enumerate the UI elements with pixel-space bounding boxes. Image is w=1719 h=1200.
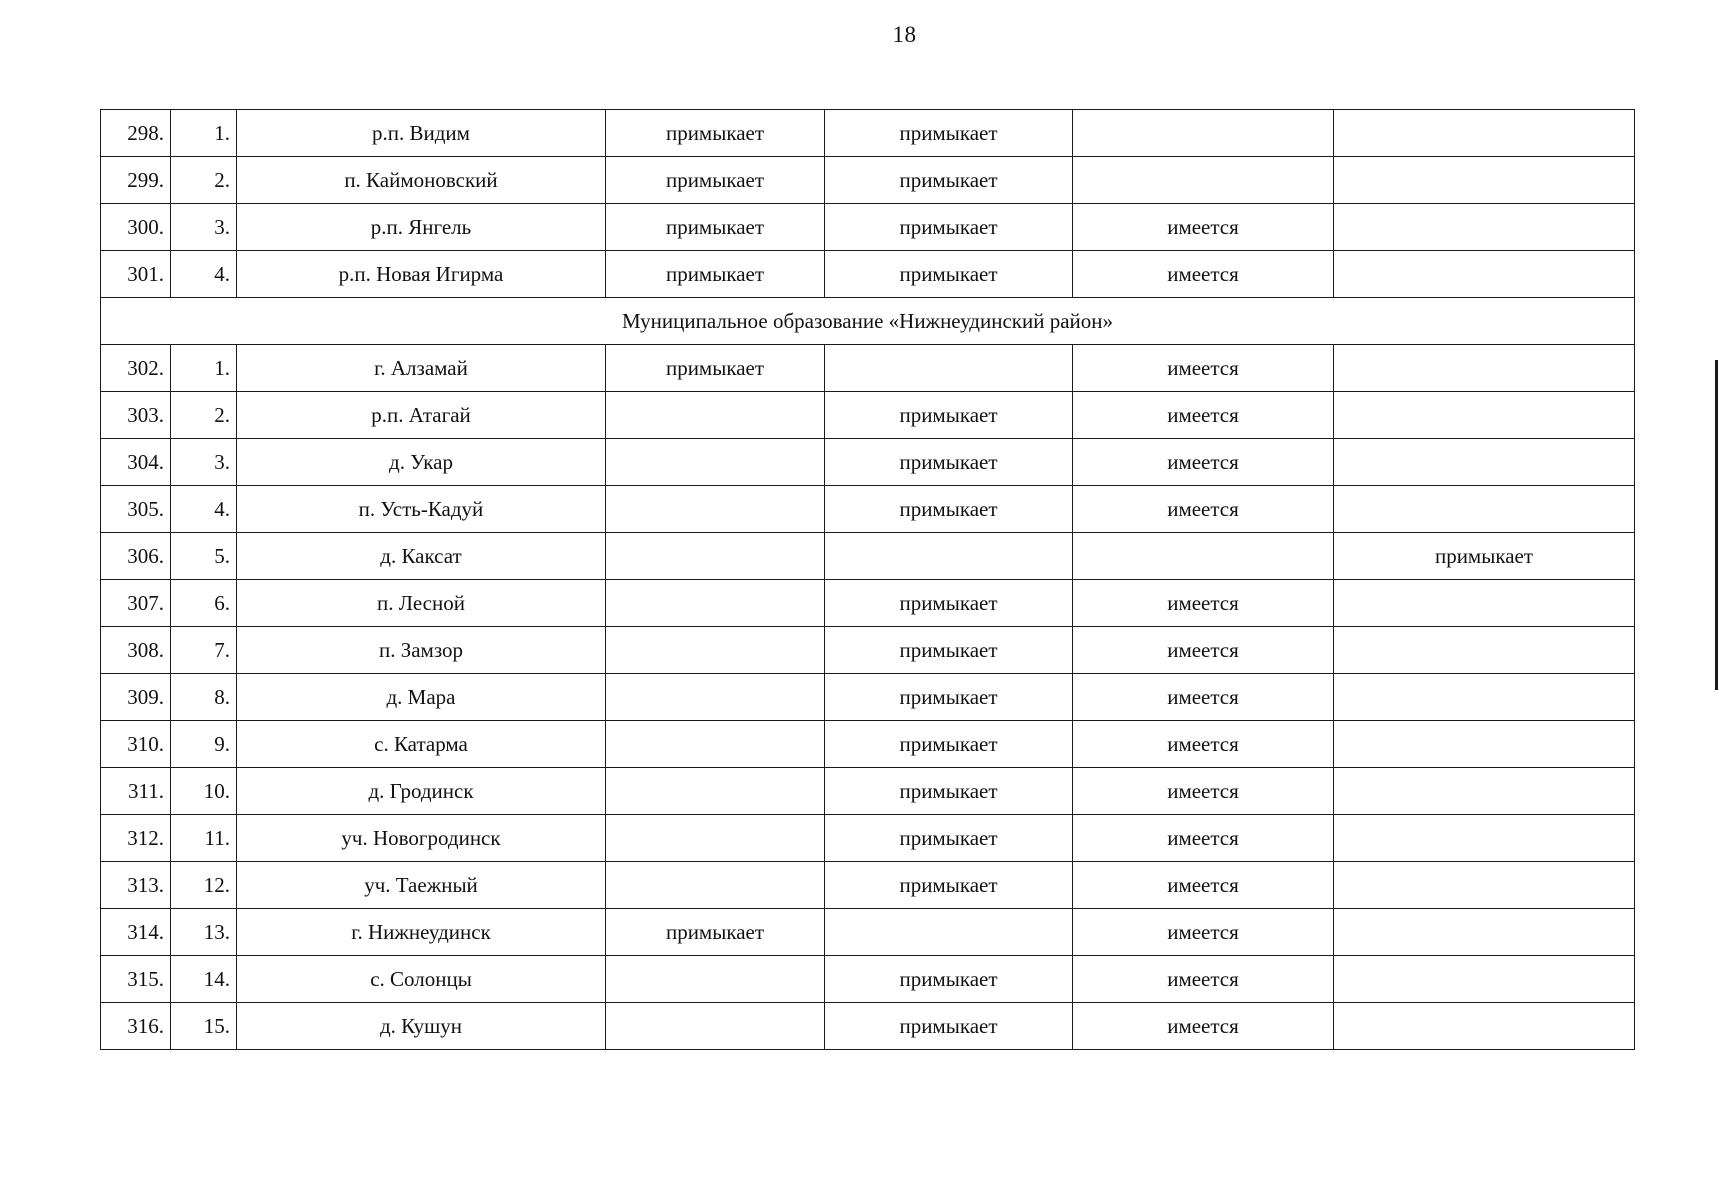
column-1-cell: [606, 768, 825, 815]
settlement-name-cell: р.п. Янгель: [237, 204, 606, 251]
row-number-cell: 300.: [101, 204, 171, 251]
column-3-cell: имеется: [1073, 204, 1334, 251]
item-number-cell: 13.: [171, 909, 237, 956]
column-1-cell: [606, 627, 825, 674]
section-heading: Муниципальное образование «Нижнеудинский район»: [101, 298, 1635, 345]
table-row: [101, 486, 1635, 533]
column-4-cell: [1334, 674, 1635, 721]
column-1-cell: [606, 533, 825, 580]
column-4-cell: [1334, 580, 1635, 627]
settlement-name-cell: г. Алзамай: [237, 345, 606, 392]
column-3-cell: имеется: [1073, 580, 1334, 627]
column-3-cell: имеется: [1073, 674, 1334, 721]
table-row: [101, 956, 1635, 1003]
column-3-cell: имеется: [1073, 251, 1334, 298]
column-4-cell: [1334, 956, 1635, 1003]
table-row: [101, 674, 1635, 721]
item-number-cell: 3.: [171, 204, 237, 251]
column-4-cell: [1334, 768, 1635, 815]
column-2-cell: примыкает: [825, 486, 1073, 533]
table-body: [101, 110, 1635, 1050]
settlement-name-cell: с. Катарма: [237, 721, 606, 768]
column-2-cell: примыкает: [825, 392, 1073, 439]
settlement-name-cell: уч. Новогродинск: [237, 815, 606, 862]
column-2-cell: примыкает: [825, 627, 1073, 674]
row-number-cell: 309.: [101, 674, 171, 721]
column-4-cell: [1334, 439, 1635, 486]
column-3-cell: имеется: [1073, 392, 1334, 439]
column-4-cell: примыкает: [1334, 533, 1635, 580]
column-1-cell: примыкает: [606, 204, 825, 251]
row-number-cell: 303.: [101, 392, 171, 439]
table-row: [101, 251, 1635, 298]
item-number-cell: 5.: [171, 533, 237, 580]
row-number-cell: 314.: [101, 909, 171, 956]
column-4-cell: [1334, 721, 1635, 768]
column-2-cell: примыкает: [825, 956, 1073, 1003]
table-row: [101, 909, 1635, 956]
column-4-cell: [1334, 251, 1635, 298]
column-4-cell: [1334, 486, 1635, 533]
column-3-cell: имеется: [1073, 815, 1334, 862]
column-3-cell: [1073, 110, 1334, 157]
column-1-cell: [606, 392, 825, 439]
column-3-cell: имеется: [1073, 627, 1334, 674]
column-1-cell: [606, 721, 825, 768]
column-2-cell: примыкает: [825, 862, 1073, 909]
row-number-cell: 298.: [101, 110, 171, 157]
row-number-cell: 312.: [101, 815, 171, 862]
row-number-cell: 310.: [101, 721, 171, 768]
table-row: [101, 1003, 1635, 1050]
row-number-cell: 307.: [101, 580, 171, 627]
settlement-name-cell: п. Замзор: [237, 627, 606, 674]
column-3-cell: [1073, 533, 1334, 580]
column-1-cell: примыкает: [606, 909, 825, 956]
table-row: [101, 721, 1635, 768]
settlement-name-cell: с. Солонцы: [237, 956, 606, 1003]
column-2-cell: [825, 345, 1073, 392]
item-number-cell: 6.: [171, 580, 237, 627]
settlement-name-cell: д. Каксат: [237, 533, 606, 580]
table-row: [101, 157, 1635, 204]
column-4-cell: [1334, 862, 1635, 909]
item-number-cell: 11.: [171, 815, 237, 862]
column-2-cell: примыкает: [825, 204, 1073, 251]
column-2-cell: примыкает: [825, 157, 1073, 204]
column-3-cell: имеется: [1073, 345, 1334, 392]
column-4-cell: [1334, 1003, 1635, 1050]
column-2-cell: примыкает: [825, 439, 1073, 486]
table-row: [101, 110, 1635, 157]
column-2-cell: примыкает: [825, 721, 1073, 768]
row-number-cell: 305.: [101, 486, 171, 533]
item-number-cell: 15.: [171, 1003, 237, 1050]
column-1-cell: примыкает: [606, 157, 825, 204]
item-number-cell: 1.: [171, 110, 237, 157]
column-4-cell: [1334, 392, 1635, 439]
column-2-cell: [825, 909, 1073, 956]
column-1-cell: [606, 1003, 825, 1050]
column-1-cell: [606, 956, 825, 1003]
table-row: [101, 815, 1635, 862]
table-row: [101, 768, 1635, 815]
row-number-cell: 299.: [101, 157, 171, 204]
column-4-cell: [1334, 204, 1635, 251]
table-row: [101, 627, 1635, 674]
section-heading-row: [101, 298, 1635, 345]
column-4-cell: [1334, 909, 1635, 956]
column-1-cell: [606, 862, 825, 909]
column-1-cell: [606, 674, 825, 721]
column-1-cell: примыкает: [606, 345, 825, 392]
item-number-cell: 4.: [171, 486, 237, 533]
settlement-name-cell: г. Нижнеудинск: [237, 909, 606, 956]
row-number-cell: 306.: [101, 533, 171, 580]
column-4-cell: [1334, 815, 1635, 862]
row-number-cell: 304.: [101, 439, 171, 486]
item-number-cell: 4.: [171, 251, 237, 298]
column-3-cell: имеется: [1073, 909, 1334, 956]
row-number-cell: 302.: [101, 345, 171, 392]
row-number-cell: 308.: [101, 627, 171, 674]
column-2-cell: примыкает: [825, 768, 1073, 815]
settlement-name-cell: уч. Таежный: [237, 862, 606, 909]
column-2-cell: примыкает: [825, 674, 1073, 721]
item-number-cell: 10.: [171, 768, 237, 815]
column-2-cell: примыкает: [825, 110, 1073, 157]
column-3-cell: имеется: [1073, 1003, 1334, 1050]
column-2-cell: примыкает: [825, 1003, 1073, 1050]
table-row: [101, 345, 1635, 392]
item-number-cell: 1.: [171, 345, 237, 392]
settlement-name-cell: д. Мара: [237, 674, 606, 721]
column-3-cell: имеется: [1073, 768, 1334, 815]
settlement-name-cell: р.п. Новая Игирма: [237, 251, 606, 298]
settlement-name-cell: р.п. Видим: [237, 110, 606, 157]
column-3-cell: имеется: [1073, 721, 1334, 768]
settlement-name-cell: д. Кушун: [237, 1003, 606, 1050]
table-row: [101, 533, 1635, 580]
item-number-cell: 2.: [171, 157, 237, 204]
column-1-cell: [606, 439, 825, 486]
item-number-cell: 14.: [171, 956, 237, 1003]
column-2-cell: примыкает: [825, 815, 1073, 862]
column-1-cell: [606, 580, 825, 627]
table-row: [101, 862, 1635, 909]
column-1-cell: примыкает: [606, 110, 825, 157]
item-number-cell: 9.: [171, 721, 237, 768]
table-row: [101, 204, 1635, 251]
item-number-cell: 3.: [171, 439, 237, 486]
column-2-cell: [825, 533, 1073, 580]
settlements-table: [100, 109, 1635, 1050]
settlement-name-cell: п. Лесной: [237, 580, 606, 627]
settlement-name-cell: п. Каймоновский: [237, 157, 606, 204]
column-1-cell: [606, 815, 825, 862]
item-number-cell: 2.: [171, 392, 237, 439]
column-2-cell: примыкает: [825, 580, 1073, 627]
table-row: [101, 392, 1635, 439]
column-4-cell: [1334, 110, 1635, 157]
table-row: [101, 580, 1635, 627]
column-3-cell: имеется: [1073, 862, 1334, 909]
column-3-cell: имеется: [1073, 956, 1334, 1003]
item-number-cell: 8.: [171, 674, 237, 721]
row-number-cell: 311.: [101, 768, 171, 815]
row-number-cell: 316.: [101, 1003, 171, 1050]
settlement-name-cell: р.п. Атагай: [237, 392, 606, 439]
row-number-cell: 315.: [101, 956, 171, 1003]
column-2-cell: примыкает: [825, 251, 1073, 298]
column-3-cell: имеется: [1073, 439, 1334, 486]
column-4-cell: [1334, 157, 1635, 204]
page-number: 18: [892, 22, 917, 47]
column-4-cell: [1334, 345, 1635, 392]
column-1-cell: примыкает: [606, 251, 825, 298]
item-number-cell: 7.: [171, 627, 237, 674]
scan-margin-mark: [1715, 360, 1718, 690]
settlement-name-cell: д. Гродинск: [237, 768, 606, 815]
column-3-cell: имеется: [1073, 486, 1334, 533]
settlement-name-cell: п. Усть-Кадуй: [237, 486, 606, 533]
settlement-name-cell: д. Укар: [237, 439, 606, 486]
column-1-cell: [606, 486, 825, 533]
row-number-cell: 313.: [101, 862, 171, 909]
item-number-cell: 12.: [171, 862, 237, 909]
row-number-cell: 301.: [101, 251, 171, 298]
column-3-cell: [1073, 157, 1334, 204]
table-row: [101, 439, 1635, 486]
column-4-cell: [1334, 627, 1635, 674]
